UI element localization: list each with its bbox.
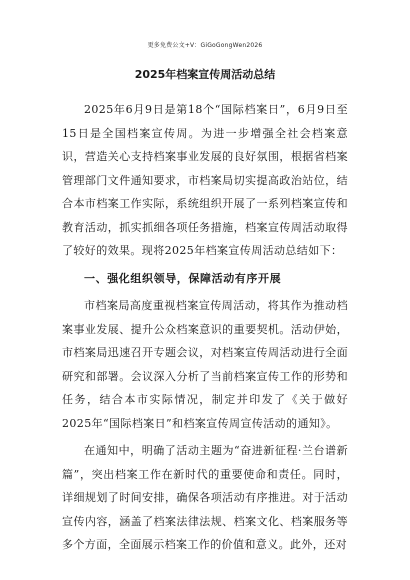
document-body (62, 98, 348, 561)
paragraph-section1-1: 市档案局高度重视档案宣传周活动，将其作为推动档案事业发展、提升公众档案意识的重要契机。活动伊始，市档案局迅速召开专题会议，对档案宣传周活动进行全面研究和部署。会议深入分析了当前档案宣传工作的形势和任务，结合本市实际情况，制定并印发了《关于做好2025年“国际档案日”和档案宣传周宣传活动的通知》。 (62, 299, 348, 430)
header-note: 更多免费公文+V：GiGoGongWen2026 (147, 42, 263, 49)
paragraph-intro: 2025年6月9日是第18个“国际档案日”，6月9日至15日是全国档案宣传周。为进一步增强全社会档案意识，营造关心支持档案事业发展的良好氛围，根据省档案管理部门文件通知要求，市档案局切实提高政治站位，结合本市档案工作实际，系统组织开展了一系列档案宣传和教育活动，抓实抓细各项任务措施，档案宣传周活动取得了较好的效果。现将2025年档案宣传周活动总结如下： (62, 103, 348, 257)
section-heading-1: 一、强化组织领导，保障活动有序开展 (84, 271, 282, 285)
document-title: 2025年档案宣传周活动总结 (134, 68, 276, 81)
paragraph-section1-2: 在通知中，明确了活动主题为“奋进新征程·兰台谱新篇”，突出档案工作在新时代的重要使命和责任。同时，详细规划了时间安排，确保各项活动有序推进。对于活动宣传内容，涵盖了档案法律法规、档案文化、档案服务等多个方面，全面展示档案工作的价值和意义。此外，还对 (62, 444, 348, 551)
